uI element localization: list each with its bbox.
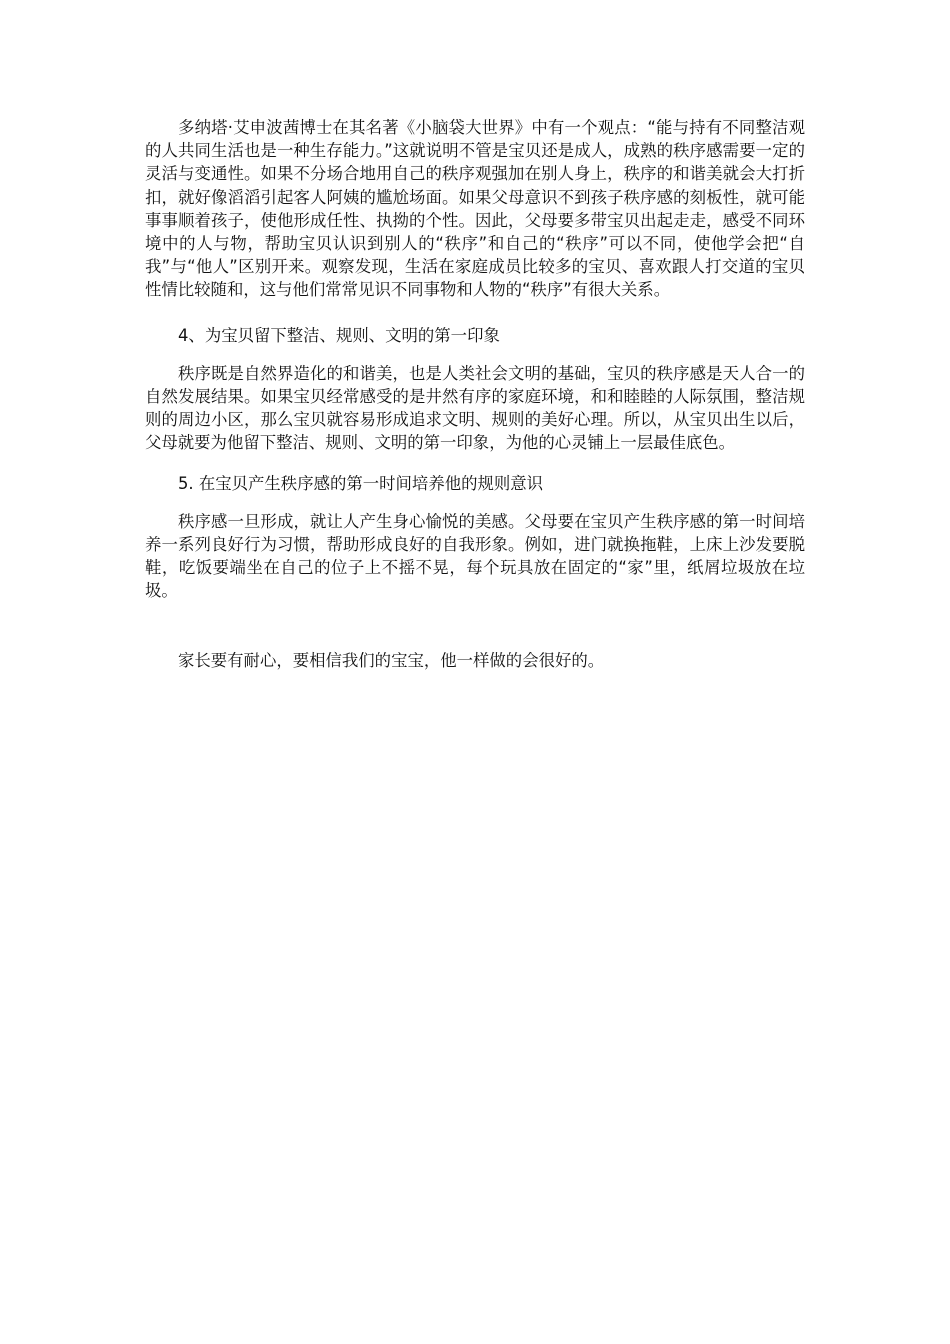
section-heading-5: 5. 在宝贝产生秩序感的第一时间培养他的规则意识	[178, 473, 544, 493]
paragraph-first-impression: 秩序既是自然界造化的和谐美，也是人类社会文明的基础，宝贝的秩序感是天人合一的自然发展结果。如果宝贝经常感受的是井然有序的家庭环境，和和睦睦的人际氛围，整洁规则的周边小区，那么宝贝就容易形成追求文明、规则的美好心理。所以，从宝贝出生以后，父母就要为他留下整洁、规则、文明的第一印象，为他的心灵铺上一层最佳底色。	[145, 363, 805, 453]
closing-remark: 家长要有耐心，要相信我们的宝宝，他一样做的会很好的。	[178, 650, 605, 670]
paragraph-order-flexibility: 多纳塔·艾申波茜博士在其名著《小脑袋大世界》中有一个观点：“能与持有不同整洁观的人共同生活也是一种生存能力。”这就说明不管是宝贝还是成人，成熟的秩序感需要一定的灵活与变通性。如果不分场合地用自己的秩序观强加在别人身上，秩序的和谐美就会大打折扣，就好像滔滔引起客人阿姨的尴尬场面。如果父母意识不到孩子秩序感的刻板性，就可能事事顺着孩子，使他形成任性、执拗的个性。因此，父母要多带宝贝出起走走，感受不同环境中的人与物，帮助宝贝认识到别人的“秩序”和自己的“秩序”可以不同，使他学会把“自我”与“他人”区别开来。观察发现，生活在家庭成员比较多的宝贝、喜欢跟人打交道的宝贝性情比较随和，这与他们常常见识不同事物和人物的“秩序”有很大关系。	[145, 118, 805, 300]
document-body	[145, 116, 805, 672]
section-heading-4: 4、为宝贝留下整洁、规则、文明的第一印象	[178, 325, 500, 345]
paragraph-rule-awareness: 秩序感一旦形成，就让人产生身心愉悦的美感。父母要在宝贝产生秩序感的第一时间培养一系列良好行为习惯，帮助形成良好的自我形象。例如，进门就换拖鞋，上床上沙发要脱鞋，吃饭要端坐在自己的位子上不摇不晃，每个玩具放在固定的“家”里，纸屑垃圾放在垃圾。	[145, 511, 805, 601]
